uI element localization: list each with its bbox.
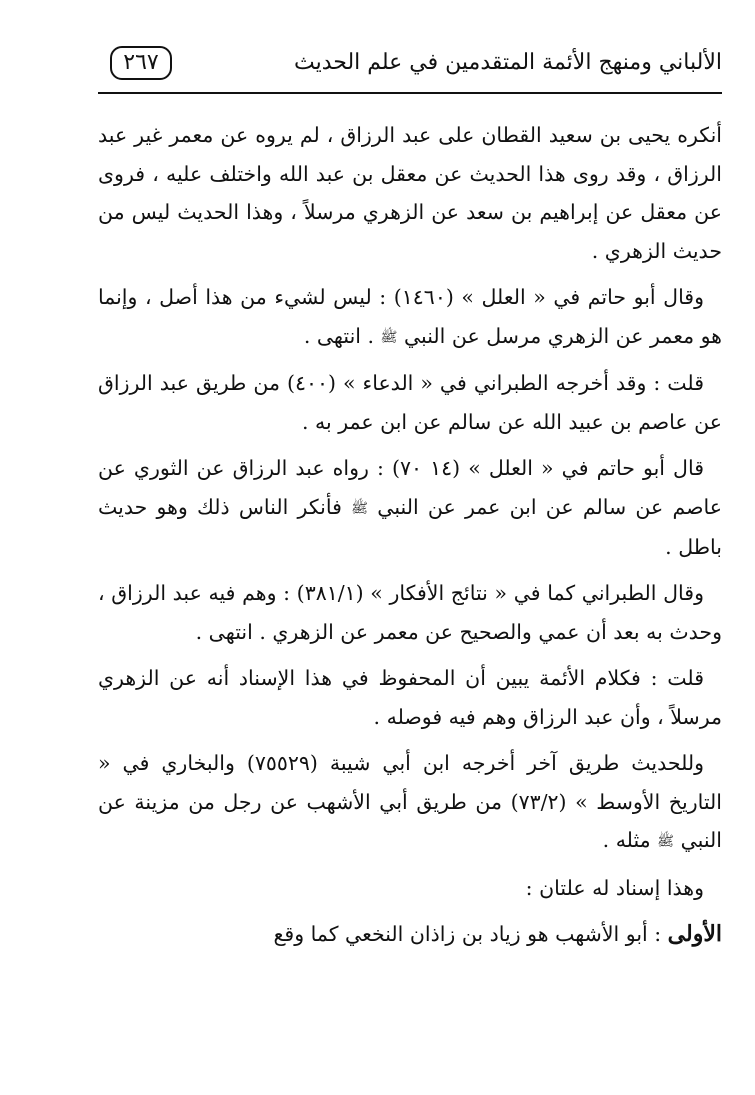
page-header bbox=[98, 42, 722, 94]
paragraph-text: . انتهى . bbox=[303, 323, 381, 348]
paragraph-text: قال أبو حاتم في « العلل » (١٤ ٧٠) : رواه عبد الرزاق عن الثوري عن عاصم عن سالم عن ابن عمر عن النبي bbox=[98, 456, 722, 519]
paragraph bbox=[98, 364, 722, 441]
paragraph-text: وهذا إسناد له علتان : bbox=[525, 875, 704, 900]
page-number: ٢٦٧ bbox=[110, 46, 172, 80]
paragraph bbox=[98, 659, 722, 736]
paragraph-text: قلت : وقد أخرجه الطبراني في « الدعاء » (٤٠٠) من طريق عبد الرزاق عن عاصم بن عبيد الله عن سالم عن ابن عمر به . bbox=[98, 371, 722, 434]
paragraph bbox=[98, 915, 722, 954]
paragraph bbox=[98, 449, 722, 566]
paragraph-text: وقال الطبراني كما في « نتائج الأفكار » (٣٨١/١) : وهم فيه عبد الرزاق ، وحدث به بعد أن عمي والصحيح عن معمر عن الزهري . انتهى . bbox=[98, 581, 722, 644]
paragraph bbox=[98, 278, 722, 356]
paragraph-text: مثله . bbox=[602, 828, 658, 852]
paragraph bbox=[98, 574, 722, 651]
body-text bbox=[98, 116, 722, 962]
paragraph bbox=[98, 116, 722, 270]
paragraph bbox=[98, 869, 722, 908]
paragraph-text: أنكره يحيى بن سعيد القطان على عبد الرزاق ، لم يروه عن معمر غير عبد الرزاق ، وقد روى هذا الحديث عن معقل بن عبد الله واختلف عليه ، فروى عن معقل عن إبراهيم بن سعد عن الزهري مرسلاً ، وهذا الحديث ليس من حديث الزهري . bbox=[98, 123, 722, 263]
paragraph bbox=[98, 744, 722, 861]
paragraph-text: وللحديث طريق آخر أخرجه ابن أبي شيبة (٧٥٥٢٩) والبخاري في « التاريخ الأوسط » (٧٣/٢) من طريق أبي الأشهب عن رجل من مزينة عن النبي bbox=[98, 751, 722, 852]
paragraph-text: فأنكر الناس ذلك وهو حديث باطل . bbox=[98, 494, 722, 559]
salawat-glyph: ﷺ bbox=[380, 328, 398, 345]
running-title: الألباني ومنهج الأئمة المتقدمين في علم الحديث bbox=[293, 50, 722, 75]
salawat-glyph: ﷺ bbox=[351, 500, 369, 516]
paragraph-text: وقال أبو حاتم في « العلل » (١٤٦٠) : ليس لشيء من هذا أصل ، وإنما هو معمر عن الزهري مرسل عن النبي bbox=[98, 285, 722, 348]
paragraph-lead: الأولى bbox=[667, 921, 722, 948]
salawat-glyph: ﷺ bbox=[657, 833, 675, 850]
paragraph-text: : أبو الأشهب هو زياد بن زاذان النخعي كما وقع bbox=[273, 922, 668, 947]
paragraph-text: قلت : فكلام الأئمة يبين أن المحفوظ في هذا الإسناد أنه عن الزهري مرسلاً ، وأن عبد الرزاق وهم فيه فوصله . bbox=[98, 666, 722, 729]
header-rule bbox=[98, 92, 722, 94]
